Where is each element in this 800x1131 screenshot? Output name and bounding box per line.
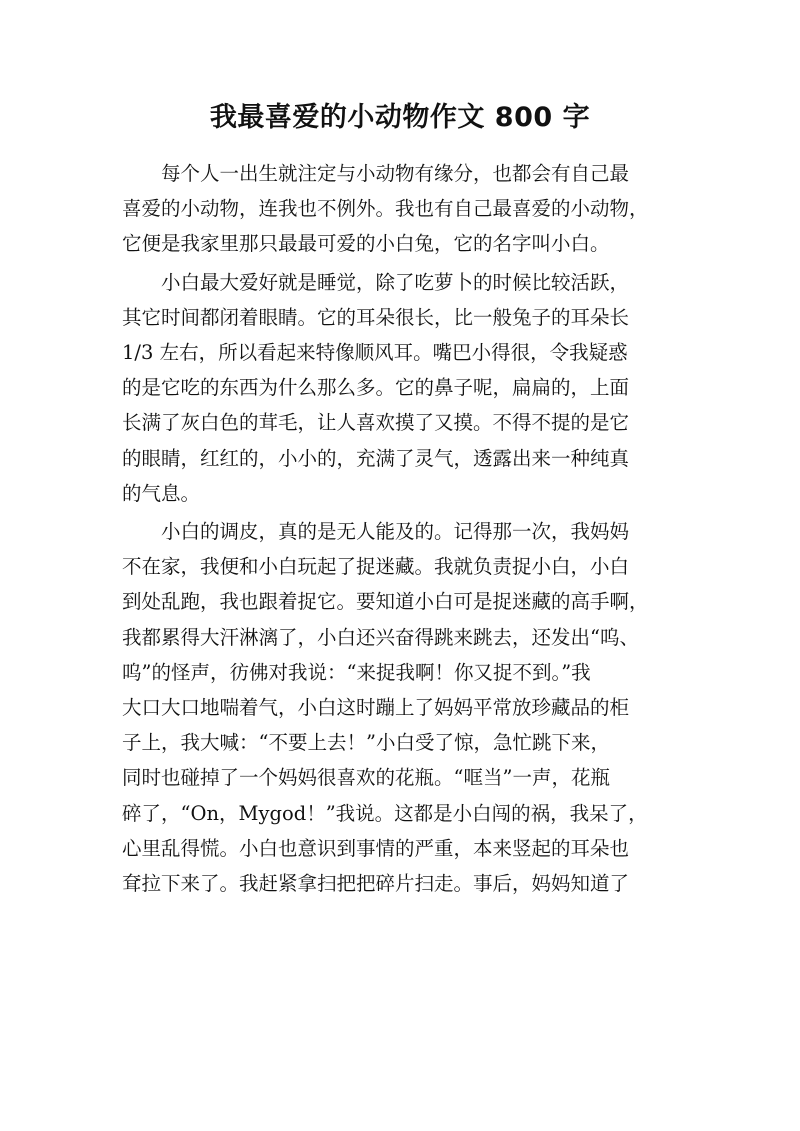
paragraph-1 bbox=[122, 156, 682, 262]
text-line: 心里乱得慌。小白也意识到事情的严重，本来竖起的耳朵也 bbox=[122, 836, 630, 860]
text-line: 的气息。 bbox=[122, 481, 201, 505]
text-line: 呜”的怪声，彷佛对我说：“来捉我啊！你又捉不到。”我 bbox=[122, 660, 591, 684]
paragraph-2 bbox=[122, 265, 682, 511]
text-line: 小白的调皮，真的是无人能及的。记得那一次，我妈妈 bbox=[161, 520, 630, 544]
text-line: 它便是我家里那只最最可爱的小白兔，它的名字叫小白。 bbox=[122, 232, 610, 256]
text-line: 每个人一出生就注定与小动物有缘分，也都会有自己最 bbox=[161, 162, 630, 185]
paragraph-3 bbox=[122, 514, 682, 901]
text-line: 到处乱跑，我也跟着捉它。要知道小白可是捉迷藏的高手啊， bbox=[122, 590, 649, 614]
document-title: 我最喜爱的小动物作文 800 字 bbox=[209, 102, 591, 133]
text-line: 我都累得大汗淋漓了，小白还兴奋得跳来跳去，还发出“呜、 bbox=[122, 625, 639, 649]
text-line: 其它时间都闭着眼睛。它的耳朵很长，比一般兔子的耳朵长 bbox=[122, 305, 630, 329]
text-line: 不在家，我便和小白玩起了捉迷藏。我就负责捉小白，小白 bbox=[122, 555, 630, 579]
text-line: 的是它吃的东西为什么那么多。它的鼻子呢，扁扁的，上面 bbox=[122, 376, 630, 400]
document-body bbox=[122, 156, 682, 904]
text-line: 1/3 左右，所以看起来特像顺风耳。嘴巴小得很，令我疑惑 bbox=[122, 341, 628, 365]
text-line: 喜爱的小动物，连我也不例外。我也有自己最喜爱的小动物， bbox=[122, 197, 649, 221]
text-line: 小白最大爱好就是睡觉，除了吃萝卜的时候比较活跃， bbox=[161, 270, 630, 294]
text-line: 碎了，“On，Mygod！”我说。这都是小白闯的祸，我呆了， bbox=[122, 801, 648, 825]
text-line: 长满了灰白色的茸毛，让人喜欢摸了又摸。不得不提的是它 bbox=[122, 411, 630, 435]
text-line: 子上，我大喊：“不要上去！”小白受了惊，急忙跳下来， bbox=[122, 731, 610, 755]
text-line: 耷拉下来了。我赶紧拿扫把把碎片扫走。事后，妈妈知道了 bbox=[122, 872, 630, 896]
text-line: 大口大口地喘着气，小白这时蹦上了妈妈平常放珍藏品的柜 bbox=[122, 696, 630, 720]
text-line: 的眼睛，红红的，小小的，充满了灵气，透露出来一种纯真 bbox=[122, 446, 630, 470]
text-line: 同时也碰掉了一个妈妈很喜欢的花瓶。“哐当”一声，花瓶 bbox=[122, 766, 610, 790]
